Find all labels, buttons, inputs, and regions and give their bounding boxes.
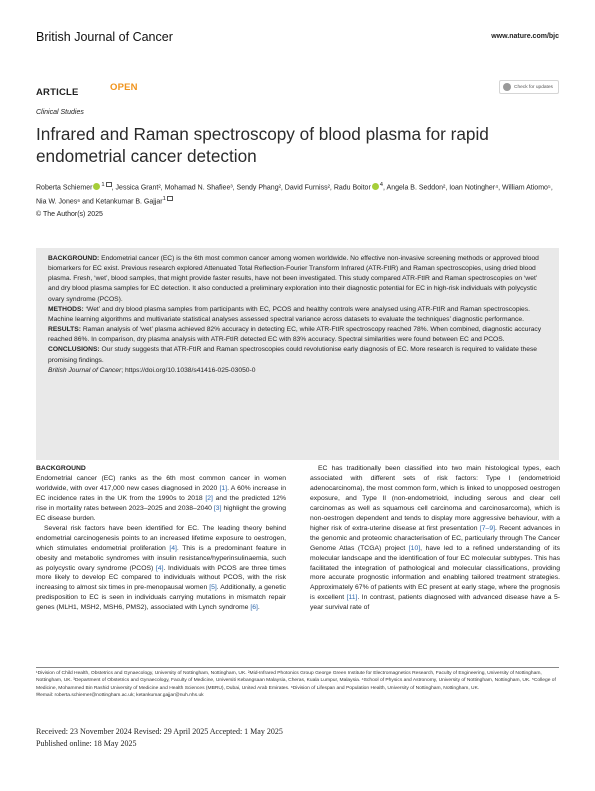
- reference-link[interactable]: [5]: [209, 584, 217, 592]
- paragraph: EC has traditionally been classified into two main histological types, each associated with different sets of risk factors: Type I (endometrioid adenocarcinoma), the most common form, which is linked to unopposed oestrogen exposure, and Type II (non-endometrioid, including serous and clear cell carcinomas as well as squamous cell carcinoma and carcinosarcoma), which is non-oestrogen dependent and tends to display more aggressive behaviour, with a higher risk of extra-uterine disease at first presentation [7–9]. Recent advances in the genomic and proteomic characterisation of EC, particularly through The Cancer Genome Atlas (TCGA) project [10], have led to a refined understanding of its molecular landscape and the identification of four EC molecular subtypes. This has facilitated the integration of pathological and molecular classifications, providing more accurate prognostic information and enabling tailored treatment strategies. Approximately 67% of patients with EC present at early stage, where the prognosis is excellent [11]. In contrast, patients diagnosed with advanced disease have a 5-year survival rate of: [310, 465, 560, 612]
- mail-icon[interactable]: [167, 196, 173, 201]
- abstract-key: RESULTS:: [48, 326, 81, 334]
- body-column-left: [36, 464, 286, 613]
- citation-doi[interactable]: ; https://doi.org/10.1038/s41416-025-03050-0: [121, 366, 256, 374]
- published-date: Published online: 18 May 2025: [36, 739, 137, 748]
- updates-label: Check for updates: [514, 84, 553, 90]
- paragraph: Several risk factors have been identified for EC. The leading theory behind endometrial carcinogenesis points to an increased lifetime exposure to oestrogen, which stimulates endometrial proliferation [4]. This is a predominant feature in obesity and metabolic syndromes with insulin resistance/hyperinsulinaemia, such as polycystic ovary syndrome (PCOS) [4]. Individuals with PCOS are three times more likely to develop EC compared to individuals without PCOS, with the risk increasing to almost six times in pre-menopausal women [5]. Additionally, a genetic predisposition to EC is seen in individuals carrying mutations in mismatch repair genes (MLH1, MSH2, MSH6, PMS2), associated with Lynch syndrome [6].: [36, 524, 286, 612]
- author-names: , Angela B. Seddon², Ioan Notingher⁴, William Atiomo⁵, Nia W. Jones⁶ and Ketankumar B. Gajjar: [36, 184, 553, 206]
- body-column-right: [310, 464, 560, 613]
- reference-link[interactable]: [1]: [219, 484, 228, 492]
- article-meta-row: [36, 82, 559, 96]
- journal-name: British Journal of Cancer: [36, 30, 173, 44]
- abstract-text: Our study suggests that ATR-FtIR and Raman spectroscopies could revolutionise early diagnosis of EC. More research is required to validate these promising findings.: [48, 346, 538, 364]
- affiliation-sup: 1: [101, 182, 105, 188]
- author-names: , Jessica Grant², Mohamad N. Shafiee³, Sendy Phang², David Furniss², Radu Boitor: [111, 184, 371, 192]
- open-access-badge: OPEN: [110, 82, 138, 93]
- abstract-results: [48, 325, 547, 345]
- citation-journal: British Journal of Cancer: [48, 366, 122, 374]
- abstract-text: Raman analysis of ‘wet’ plasma achieved 82% accuracy in detecting EC, while ATR-FtIR spectroscopy reached 78%. When combined, diagnostic accuracy reached 86%. In comparison, dry plasma analysis with ATR-FtIR detected EC with 83% accuracy. Spectral similarities were found between EC and PCOS.: [48, 326, 542, 344]
- abstract-methods: [48, 305, 547, 325]
- reference-link[interactable]: [11]: [346, 594, 358, 602]
- affiliation-sup: 1: [162, 196, 166, 203]
- section-label: Clinical Studies: [36, 109, 84, 116]
- journal-url[interactable]: www.nature.com/bjc: [491, 33, 559, 40]
- reference-link[interactable]: [6]: [250, 604, 258, 612]
- received-dates: Received: 23 November 2024 Revised: 29 April 2025 Accepted: 1 May 2025: [36, 727, 283, 736]
- citation-line: [48, 366, 547, 376]
- reference-link[interactable]: [7–9]: [479, 524, 495, 532]
- abstract-key: CONCLUSIONS:: [48, 346, 100, 354]
- article-title: Infrared and Raman spectroscopy of blood plasma for rapid endometrial cancer detection: [36, 124, 489, 166]
- article-type: ARTICLE: [36, 87, 79, 98]
- section-heading: BACKGROUND: [36, 465, 86, 472]
- reference-link[interactable]: [2]: [205, 494, 213, 502]
- reference-link[interactable]: [10]: [408, 544, 421, 552]
- affiliation-sup: 4: [379, 182, 384, 188]
- abstract-box: [36, 248, 559, 460]
- orcid-icon[interactable]: [372, 183, 379, 190]
- abstract-key: METHODS:: [48, 305, 84, 313]
- affiliations: ¹Division of Child Health, Obstetrics and Gynaecology, University of Nottingham, Nottingham, UK. ²Mid-Infrared Photonics Group George Green Institute for Electromagnetics Research, Faculty of Engineering, University of Nottingham, Nottingham, UK. ³Department of Obstetrics and Gynaecology, Faculty of Medicine, Universiti Kebangsaan Malaysia, Cheras, Kuala Lumpur, Malaysia. ⁴School of Physics and Astronomy, University of Nottingham, Nottingham, UK. ⁵College of Medicine, Mohammed Bin Rashid University of Medicine and Health Sciences (MBRU), Dubai, United Arab Emirates. ⁶Division of Lifespan and Population Health, University of Nottingham, Nottingham, UK.: [36, 671, 556, 691]
- reference-link[interactable]: [3]: [213, 504, 222, 512]
- abstract-key: BACKGROUND:: [48, 255, 100, 262]
- abstract-text: ‘Wet’ and dry blood plasma samples from participants with EC, PCOS and healthy controls were analysed using ATR-FtIR and Raman spectroscopies. Machine learning algorithms and multivariate statistical analyses assessed spectral variance across datasets to evaluate the techniques’ diagnostic performance.: [48, 305, 530, 323]
- updates-icon: [503, 83, 511, 91]
- reference-link[interactable]: [4]: [155, 564, 164, 572]
- affiliations-footnote: [36, 670, 559, 700]
- correspondence-email[interactable]: ✉email: roberta.schiemer@nottingham.ac.uk; ketankumar.gajjar@nuh.nhs.uk: [36, 693, 204, 699]
- author-name[interactable]: Roberta Schiemer: [36, 184, 93, 192]
- abstract-text: Endometrial cancer (EC) is the 6th most common cancer among women worldwide. No effective non-invasive screening methods or approved blood biomarkers for EC exist. Previous research explored Attenuated Total Reflection-Fourier Transform Infrared (ATR-FtIR) and Raman spectroscopies, using dried blood plasma. Fresh, ‘wet’, blood samples, that might provide faster results, have not been investigated. This study compared ATR-FtIR and Raman spectroscopies on ‘wet’ and dry blood plasma samples for EC detection. It also conducted a preliminary exploration into their diagnostic potential for EC in high-risk individuals with polycystic ovary syndrome (PCOS).: [48, 255, 539, 303]
- paragraph: Endometrial cancer (EC) ranks as the 6th most common cancer in women worldwide, with over 417,000 new cases diagnosed in 2020 [1]. A 60% increase in EC incidence rates in the UK from the 1990s to 2018 [2] and the predicted 12% rise in mortality rates between 2023–2025 and 2038–2040 [3] highlight the growing EC disease burden.: [36, 474, 286, 522]
- check-for-updates-button[interactable]: [499, 80, 559, 94]
- abstract-background: [48, 254, 547, 305]
- copyright: © The Author(s) 2025: [36, 211, 103, 218]
- orcid-icon[interactable]: [93, 183, 100, 190]
- footnote-divider: [36, 667, 559, 668]
- abstract-conclusions: [48, 345, 547, 365]
- reference-link[interactable]: [4]: [169, 544, 177, 552]
- author-list: [36, 180, 559, 208]
